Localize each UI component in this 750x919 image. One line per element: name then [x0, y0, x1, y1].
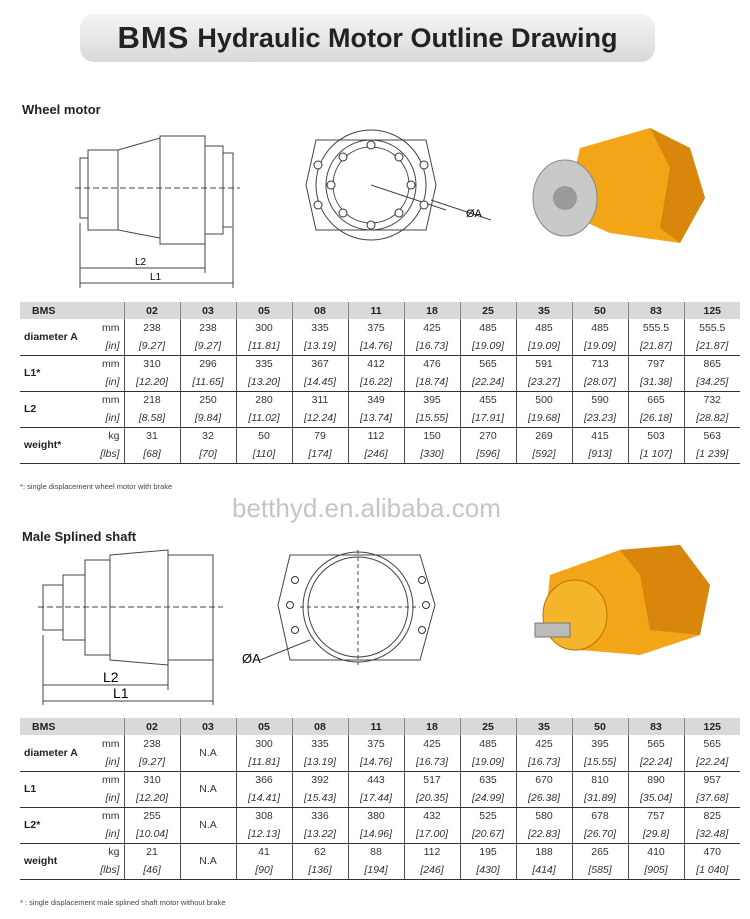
dim-l1: L1 [150, 272, 162, 283]
brand-name: BMS [117, 20, 190, 55]
cell: 485 [460, 319, 516, 337]
cell: [246] [348, 445, 404, 463]
cell: [15.55] [404, 409, 460, 427]
male-splined-shaft-heading: Male Splined shaft [22, 529, 137, 544]
table-row [20, 825, 740, 843]
table-row [20, 427, 740, 445]
cell: 366 [236, 771, 292, 789]
cell: 810 [572, 771, 628, 789]
cell: [12.20] [124, 373, 180, 391]
cell: 412 [348, 355, 404, 373]
cell: [23.23] [572, 409, 628, 427]
cell: [905] [628, 861, 684, 879]
unit: mm [102, 394, 120, 407]
cell: [11.65] [180, 373, 236, 391]
cell: 88 [348, 843, 404, 861]
cell: [11.02] [236, 409, 292, 427]
cell: [414] [516, 861, 572, 879]
table-row [20, 861, 740, 879]
cell: 525 [460, 807, 516, 825]
cell: N.A [180, 807, 236, 843]
cell: 485 [516, 319, 572, 337]
cell: 678 [572, 807, 628, 825]
cell: [13.19] [292, 337, 348, 355]
cell: [12.20] [124, 789, 180, 807]
cell: [14.41] [236, 789, 292, 807]
cell: [46] [124, 861, 180, 879]
cell: 957 [684, 771, 740, 789]
cell: [174] [292, 445, 348, 463]
cell: 415 [572, 427, 628, 445]
cell: 432 [404, 807, 460, 825]
cell: [592] [516, 445, 572, 463]
cell: [9.84] [180, 409, 236, 427]
cell: 425 [516, 735, 572, 753]
header-cell: 03 [180, 718, 236, 735]
cell: 218 [124, 391, 180, 409]
cell: 485 [572, 319, 628, 337]
table-row [20, 319, 740, 337]
cell: 443 [348, 771, 404, 789]
dim-l2: L2 [103, 669, 119, 685]
wheel-footnote: *: single displacement wheel motor with brake [20, 482, 173, 491]
header-cell: 25 [460, 302, 516, 319]
cell: [596] [460, 445, 516, 463]
table-row [20, 355, 740, 373]
dim-a: ØA [466, 208, 482, 220]
cell: [11.81] [236, 337, 292, 355]
cell: 555.5 [684, 319, 740, 337]
cell: 865 [684, 355, 740, 373]
cell: 890 [628, 771, 684, 789]
cell: 425 [404, 735, 460, 753]
cell: [16.73] [516, 753, 572, 771]
table-row [20, 391, 740, 409]
cell: 367 [292, 355, 348, 373]
cell: 41 [236, 843, 292, 861]
unit: [in] [92, 825, 124, 843]
cell: [17.44] [348, 789, 404, 807]
unit: mm [102, 810, 120, 823]
cell: [13.19] [292, 753, 348, 771]
header-cell: 05 [236, 718, 292, 735]
cell: [13.74] [348, 409, 404, 427]
table-row [20, 409, 740, 427]
header-row [20, 302, 740, 319]
table-row [20, 445, 740, 463]
cell: 713 [572, 355, 628, 373]
row-label: L1* [20, 355, 92, 391]
wheel-motor-side-drawing [70, 128, 250, 293]
watermark: betthyd.en.alibaba.com [232, 493, 501, 523]
cell: 757 [628, 807, 684, 825]
cell: 565 [460, 355, 516, 373]
cell: 565 [628, 735, 684, 753]
cell: 238 [124, 735, 180, 753]
cell: [8.58] [124, 409, 180, 427]
table-row [20, 789, 740, 807]
cell: 665 [628, 391, 684, 409]
cell: [15.55] [572, 753, 628, 771]
unit: kg [108, 846, 120, 859]
cell: 565 [684, 735, 740, 753]
cell: 255 [124, 807, 180, 825]
row-label: L2* [20, 807, 92, 843]
cell: [16.73] [404, 753, 460, 771]
shaft-motor-spec-table [20, 718, 740, 880]
header-cell: BMS [20, 302, 124, 319]
cell: [136] [292, 861, 348, 879]
cell: [9.27] [180, 337, 236, 355]
wheel-motor-heading: Wheel motor [22, 102, 101, 117]
cell: [35.04] [628, 789, 684, 807]
cell: [28.82] [684, 409, 740, 427]
unit: [in] [92, 373, 124, 391]
cell: [19.09] [516, 337, 572, 355]
cell: [20.67] [460, 825, 516, 843]
cell: [9.27] [124, 337, 180, 355]
cell: N.A [180, 771, 236, 807]
cell: [32.48] [684, 825, 740, 843]
cell: [26.70] [572, 825, 628, 843]
shaft-motor-photo [520, 535, 720, 665]
cell: [10.04] [124, 825, 180, 843]
cell: [22.24] [684, 753, 740, 771]
row-label: weight [20, 843, 92, 879]
cell: [1 107] [628, 445, 684, 463]
table-row [20, 373, 740, 391]
cell: 300 [236, 735, 292, 753]
cell: 335 [292, 735, 348, 753]
cell: [28.07] [572, 373, 628, 391]
cell: 31 [124, 427, 180, 445]
cell: [14.76] [348, 337, 404, 355]
cell: [21.87] [684, 337, 740, 355]
cell: [14.76] [348, 753, 404, 771]
unit: mm [102, 358, 120, 371]
cell: [12.24] [292, 409, 348, 427]
cell: 32 [180, 427, 236, 445]
cell: [110] [236, 445, 292, 463]
cell: 195 [460, 843, 516, 861]
row-label: weight* [20, 427, 92, 463]
cell: [16.73] [404, 337, 460, 355]
cell: 62 [292, 843, 348, 861]
cell: 335 [236, 355, 292, 373]
cell: 150 [404, 427, 460, 445]
header-cell: 18 [404, 302, 460, 319]
cell: 455 [460, 391, 516, 409]
cell: [430] [460, 861, 516, 879]
cell: [90] [236, 861, 292, 879]
unit: [lbs] [92, 861, 124, 879]
cell: 310 [124, 355, 180, 373]
cell: [913] [572, 445, 628, 463]
cell: [19.09] [460, 337, 516, 355]
unit: mm [102, 774, 120, 787]
cell: 21 [124, 843, 180, 861]
header-cell: 05 [236, 302, 292, 319]
unit: kg [108, 430, 120, 443]
cell: 380 [348, 807, 404, 825]
row-label: L2 [20, 391, 92, 427]
wheel-motor-front-drawing [296, 125, 506, 245]
cell: 500 [516, 391, 572, 409]
cell: [194] [348, 861, 404, 879]
row-label: L1 [20, 771, 92, 807]
unit: [lbs] [92, 445, 124, 463]
header-cell: 50 [572, 302, 628, 319]
cell: 503 [628, 427, 684, 445]
cell: 280 [236, 391, 292, 409]
header-cell: 11 [348, 718, 404, 735]
cell: 580 [516, 807, 572, 825]
cell: 395 [404, 391, 460, 409]
cell: 300 [236, 319, 292, 337]
cell: 732 [684, 391, 740, 409]
shaft-motor-side-drawing [38, 545, 228, 710]
cell: 270 [460, 427, 516, 445]
cell: 392 [292, 771, 348, 789]
cell: 188 [516, 843, 572, 861]
dim-l1: L1 [113, 685, 129, 701]
header-row [20, 718, 740, 735]
cell: [21.87] [628, 337, 684, 355]
header-cell: 125 [684, 302, 740, 319]
cell: 797 [628, 355, 684, 373]
cell: 112 [348, 427, 404, 445]
title-banner [80, 14, 655, 62]
unit: mm [102, 738, 120, 750]
unit: [in] [92, 789, 124, 807]
cell: 395 [572, 735, 628, 753]
cell: N.A [180, 735, 236, 771]
header-cell: 35 [516, 302, 572, 319]
cell: 825 [684, 807, 740, 825]
shaft-motor-front-drawing [240, 545, 440, 670]
cell: [15.43] [292, 789, 348, 807]
cell: [34.25] [684, 373, 740, 391]
table-row [20, 771, 740, 789]
cell: 308 [236, 807, 292, 825]
cell: 555.5 [628, 319, 684, 337]
cell: [17.91] [460, 409, 516, 427]
cell: [19.09] [572, 337, 628, 355]
cell: 485 [460, 735, 516, 753]
header-cell: 08 [292, 302, 348, 319]
cell: [18.74] [404, 373, 460, 391]
cell: 425 [404, 319, 460, 337]
dim-a: ØA [242, 651, 261, 666]
cell: 590 [572, 391, 628, 409]
cell: [70] [180, 445, 236, 463]
cell: [14.45] [292, 373, 348, 391]
unit: [in] [92, 753, 124, 771]
cell: N.A [180, 843, 236, 879]
cell: [24.99] [460, 789, 516, 807]
cell: [22.24] [628, 753, 684, 771]
cell: [26.18] [628, 409, 684, 427]
page-title: Hydraulic Motor Outline Drawing [197, 22, 618, 53]
cell: [22.83] [516, 825, 572, 843]
wheel-motor-spec-table [20, 302, 740, 464]
cell: 375 [348, 735, 404, 753]
cell: 296 [180, 355, 236, 373]
cell: 265 [572, 843, 628, 861]
cell: 410 [628, 843, 684, 861]
cell: [23.27] [516, 373, 572, 391]
table-row [20, 753, 740, 771]
cell: [19.09] [460, 753, 516, 771]
cell: [29.8] [628, 825, 684, 843]
header-cell: 11 [348, 302, 404, 319]
header-cell: 02 [124, 302, 180, 319]
cell: 238 [180, 319, 236, 337]
cell: [9.27] [124, 753, 180, 771]
cell: 79 [292, 427, 348, 445]
header-cell: 03 [180, 302, 236, 319]
cell: [19.68] [516, 409, 572, 427]
cell: [37.68] [684, 789, 740, 807]
cell: [22.24] [460, 373, 516, 391]
cell: [17.00] [404, 825, 460, 843]
cell: 517 [404, 771, 460, 789]
cell: [68] [124, 445, 180, 463]
table-row [20, 735, 740, 753]
cell: 112 [404, 843, 460, 861]
cell: 238 [124, 319, 180, 337]
table-row [20, 807, 740, 825]
table-row [20, 337, 740, 355]
shaft-footnote: * : single displacement male splined shaft motor without brake [20, 898, 226, 907]
cell: 335 [292, 319, 348, 337]
cell: [13.20] [236, 373, 292, 391]
row-label: diameter A [20, 735, 92, 771]
cell: [330] [404, 445, 460, 463]
cell: 375 [348, 319, 404, 337]
header-cell: 25 [460, 718, 516, 735]
header-cell: BMS [20, 718, 124, 735]
header-cell: 125 [684, 718, 740, 735]
unit: mm [102, 322, 120, 334]
header-cell: 83 [628, 302, 684, 319]
cell: [246] [404, 861, 460, 879]
dim-l2: L2 [135, 257, 147, 268]
cell: 50 [236, 427, 292, 445]
cell: [14.96] [348, 825, 404, 843]
cell: 250 [180, 391, 236, 409]
header-cell: 02 [124, 718, 180, 735]
cell: 310 [124, 771, 180, 789]
header-cell: 18 [404, 718, 460, 735]
header-cell: 83 [628, 718, 684, 735]
header-cell: 35 [516, 718, 572, 735]
header-cell: 50 [572, 718, 628, 735]
cell: 563 [684, 427, 740, 445]
wheel-motor-photo [520, 118, 730, 258]
cell: 635 [460, 771, 516, 789]
row-label: diameter A [20, 319, 92, 355]
cell: [31.89] [572, 789, 628, 807]
cell: 349 [348, 391, 404, 409]
table-row [20, 843, 740, 861]
cell: 311 [292, 391, 348, 409]
cell: [31.38] [628, 373, 684, 391]
cell: [20.35] [404, 789, 460, 807]
cell: 476 [404, 355, 460, 373]
cell: [13.22] [292, 825, 348, 843]
cell: 269 [516, 427, 572, 445]
unit: [in] [92, 409, 124, 427]
cell: [26.38] [516, 789, 572, 807]
cell: [1 239] [684, 445, 740, 463]
cell: [1 040] [684, 861, 740, 879]
cell: [11.81] [236, 753, 292, 771]
unit: [in] [92, 337, 124, 355]
cell: [585] [572, 861, 628, 879]
cell: 336 [292, 807, 348, 825]
cell: 591 [516, 355, 572, 373]
cell: [12.13] [236, 825, 292, 843]
cell: 470 [684, 843, 740, 861]
header-cell: 08 [292, 718, 348, 735]
cell: 670 [516, 771, 572, 789]
cell: [16.22] [348, 373, 404, 391]
